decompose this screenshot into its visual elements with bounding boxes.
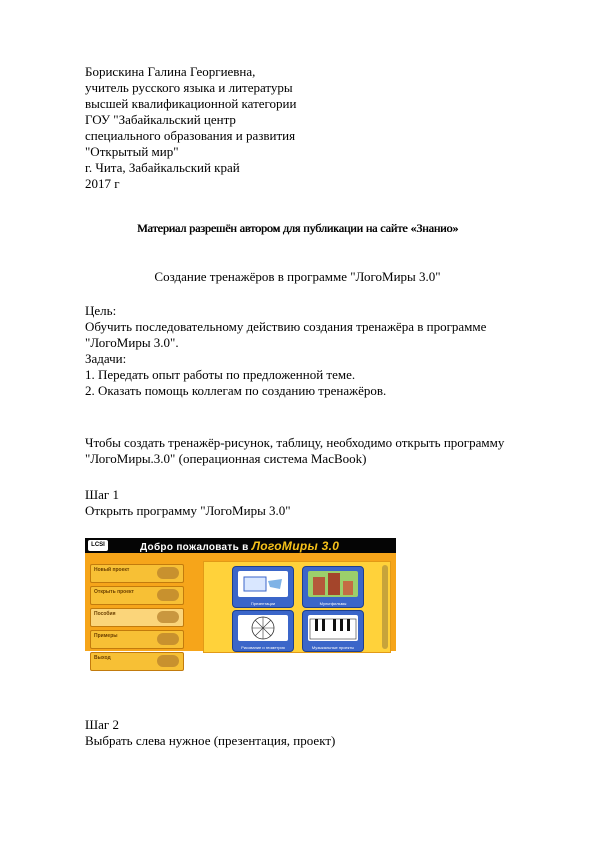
tile-music[interactable] <box>302 610 364 652</box>
city-icon <box>308 571 358 597</box>
binoculars-icon <box>157 567 179 579</box>
menu-guides[interactable] <box>90 608 184 627</box>
map-icon <box>157 589 179 601</box>
task-item: 1. Передать опыт работы по предложенной теме. <box>85 367 356 382</box>
tasks-heading: Задачи: <box>85 351 127 366</box>
menu-label: Примеры <box>94 633 118 639</box>
tile-caption: Мультфильмы <box>319 601 347 606</box>
tile-caption: Музыкальные проекты <box>311 645 355 650</box>
tile-caption: Презентации <box>250 601 276 606</box>
tile-caption: Рисование и геометрия <box>241 645 285 650</box>
tile-drawing[interactable] <box>232 610 294 652</box>
goal-line: "ЛогоМиры 3.0". <box>85 335 179 350</box>
publication-notice: Материал разрешён автором для публикации на сайте «Знанио» <box>136 221 459 235</box>
logomiry-screenshot <box>85 538 396 661</box>
author-line: специального образования и развития <box>85 128 296 143</box>
welcome-bar <box>85 538 396 553</box>
author-line: учитель русского языка и литературы <box>85 80 293 95</box>
task-item: 2. Оказать помощь коллегам по созданию тренажёров. <box>85 383 387 398</box>
start-menu <box>88 558 188 661</box>
compass-icon <box>157 611 179 623</box>
author-line: "Открытый мир" <box>85 144 179 159</box>
menu-new-project[interactable] <box>90 564 184 583</box>
menu-open-project[interactable] <box>90 586 184 605</box>
scrollbar[interactable] <box>382 565 388 649</box>
menu-exit[interactable] <box>90 652 184 671</box>
author-line: высшей квалификационной категории <box>85 96 297 111</box>
drawing-thumbnail <box>238 615 288 641</box>
brand-name: ЛогоМиры 3.0 <box>251 539 340 553</box>
hat-icon <box>157 655 179 667</box>
tile-cartoons[interactable] <box>302 566 364 608</box>
document-title: Создание тренажёров в программе "ЛогоМиры 3.0" <box>154 269 441 284</box>
step1-text: Открыть программу "ЛогоМиры 3.0" <box>85 503 291 518</box>
menu-label: Открыть проект <box>94 589 134 595</box>
cartoon-thumbnail <box>308 571 358 597</box>
goal-heading: Цель: <box>85 303 117 318</box>
presentation-icon <box>238 571 288 597</box>
piano-icon <box>308 615 358 641</box>
menu-label: Новый проект <box>94 567 130 573</box>
presentation-thumbnail <box>238 571 288 597</box>
menu-label: Пособия <box>94 611 116 617</box>
author-line: ГОУ "Забайкальский центр <box>85 112 236 127</box>
step2-label: Шаг 2 <box>85 717 119 732</box>
geometry-icon <box>238 615 288 641</box>
magnifier-icon <box>157 633 179 645</box>
menu-examples[interactable] <box>90 630 184 649</box>
step2-text: Выбрать слева нужное (презентация, проект) <box>85 733 336 748</box>
intro-line: Чтобы создать тренажёр-рисунок, таблицу, необходимо открыть программу <box>85 435 505 450</box>
author-line: г. Чита, Забайкальский край <box>85 160 240 175</box>
author-line: Борискина Галина Георгиевна, <box>85 64 256 79</box>
project-tiles <box>203 561 391 653</box>
menu-label: Выход <box>94 655 111 661</box>
welcome-text <box>140 539 339 553</box>
music-thumbnail <box>308 615 358 641</box>
goal-line: Обучить последовательному действию создания тренажёра в программе <box>85 319 487 334</box>
tile-presentations[interactable] <box>232 566 294 608</box>
author-line: 2017 г <box>85 176 120 191</box>
welcome-label: Добро пожаловать в <box>140 542 249 553</box>
intro-line: "ЛогоМиры.3.0" (операционная система MacBook) <box>85 451 367 466</box>
lcsi-logo: LCSI <box>88 540 108 551</box>
step1-label: Шаг 1 <box>85 487 119 502</box>
